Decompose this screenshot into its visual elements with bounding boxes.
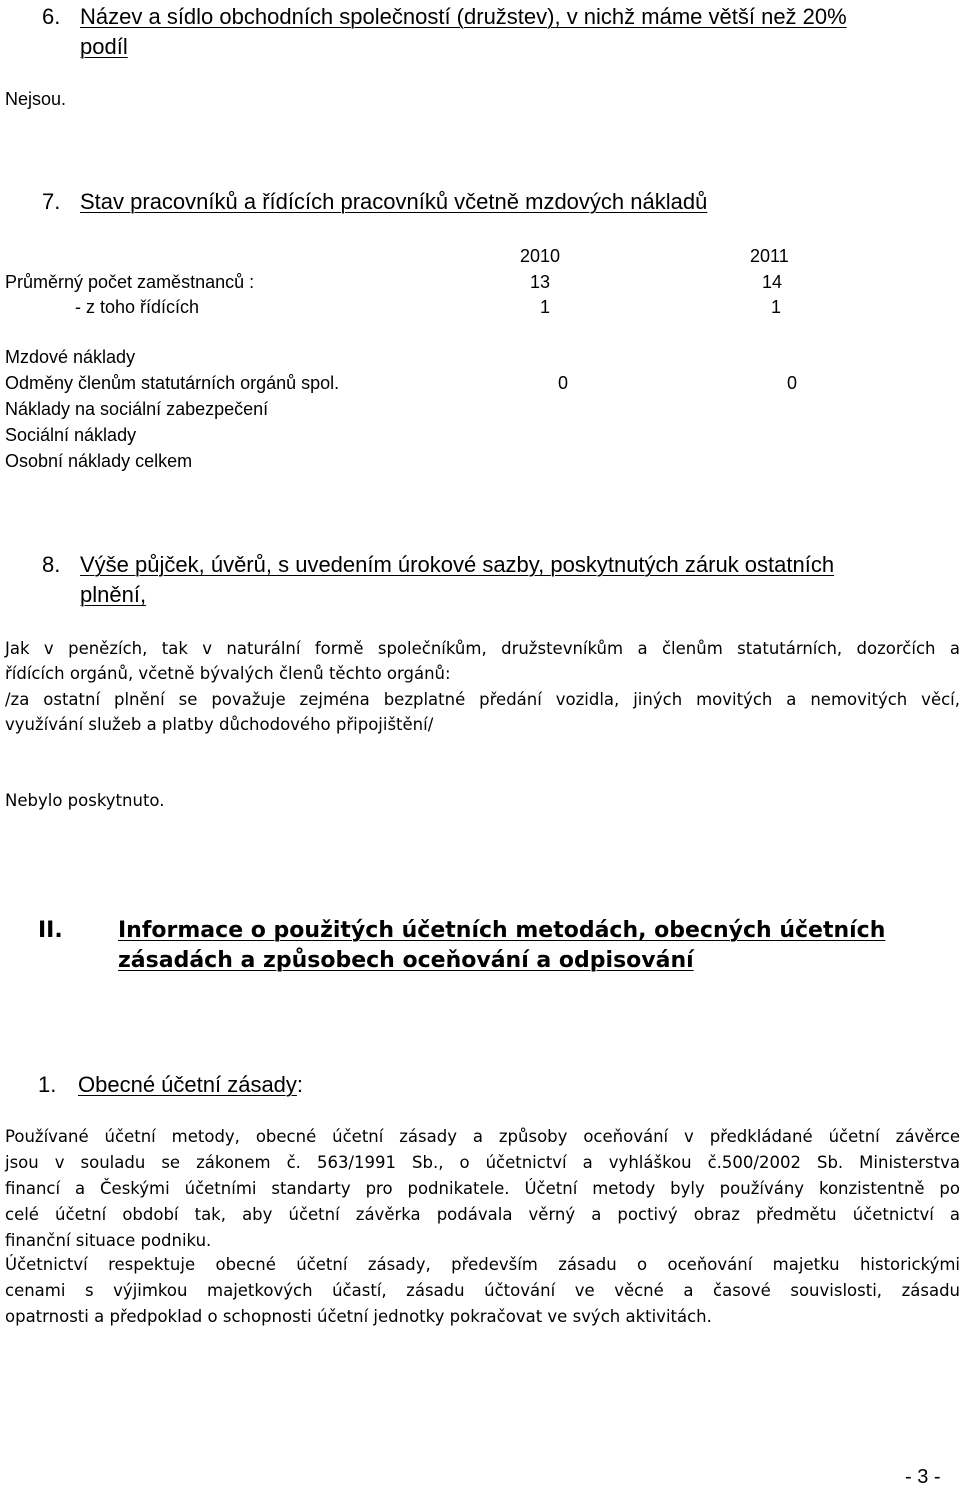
board-remuneration-2010: 0	[558, 373, 569, 393]
section-8-title-cont: plnění,	[80, 582, 147, 607]
social-security-label: Náklady na sociální zabezpečení	[5, 399, 269, 419]
section-6-answer: Nejsou.	[5, 89, 67, 109]
section-8-number: 8.	[42, 552, 61, 577]
section-8-text-line: Jak v penězích, tak v naturální formě společníkům, družstevníkům a členům statutárních, dozorčích a	[5, 639, 960, 658]
managers-label: - z toho řídících	[75, 297, 200, 317]
year-2010-header: 2010	[520, 246, 561, 266]
section-6-number: 6.	[42, 4, 61, 29]
year-2011-header: 2011	[750, 246, 789, 266]
chapter-2-number: II.	[38, 918, 63, 943]
para1-line: celé účetní období tak, aby účetní závěrka podávala věrný a poctivý obraz předmětu účetnictví a	[5, 1205, 960, 1224]
para2-line: cenami s výjimkou majetkových účastí, zásadu účtování ve věcné a časové souvislosti, zásadu	[5, 1281, 960, 1300]
chapter-2-title: Informace o použitých účetních metodách, obecných účetních	[118, 918, 886, 943]
section-6-title-cont: podíl	[80, 34, 128, 59]
employees-label: Průměrný počet zaměstnanců :	[5, 272, 255, 292]
subsection-1-number: 1.	[38, 1072, 57, 1097]
managers-2011: 1	[771, 297, 782, 317]
board-remuneration-label: Odměny členům statutárních orgánů spol.	[5, 373, 340, 393]
section-8-text-line: využívání služeb a platby důchodového připojištění/	[5, 715, 434, 734]
section-8-answer: Nebylo poskytnuto.	[5, 791, 165, 810]
section-8-text-line: řídících orgánů, včetně bývalých členů těchto orgánů:	[5, 664, 451, 683]
chapter-2-title-cont: zásadách a způsobech oceňování a odpisování	[118, 948, 694, 973]
para2-line: opatrnosti a předpoklad o schopnosti účetní jednotky pokračovat ve svých aktivitách.	[5, 1307, 712, 1326]
employees-2011: 14	[762, 272, 783, 292]
section-7-title: Stav pracovníků a řídících pracovníků včetně mzdových nákladů	[80, 189, 708, 214]
employees-2010: 13	[530, 272, 551, 292]
para1-line: finanční situace podniku.	[5, 1231, 212, 1250]
section-7-number: 7.	[42, 189, 61, 214]
board-remuneration-2011: 0	[787, 373, 798, 393]
subsection-1-colon: :	[296, 1072, 304, 1097]
managers-2010: 1	[540, 297, 551, 317]
subsection-1-title-text: Obecné účetní zásady	[78, 1072, 297, 1097]
section-8-title: Výše půjček, úvěrů, s uvedením úrokové sazby, poskytnutých záruk ostatních	[80, 552, 835, 577]
para1-line: financí a Českými účetními standarty pro podnikatele. Účetní metody byly používány konzistentně po	[5, 1179, 960, 1198]
page-number: - 3 -	[905, 1466, 941, 1488]
social-costs-label: Sociální náklady	[5, 425, 137, 445]
para2-line: Účetnictví respektuje obecné účetní zásady, především zásadu o oceňování majetku historickými	[5, 1255, 960, 1274]
personnel-costs-total-label: Osobní náklady celkem	[5, 451, 193, 471]
para1-line: jsou v souladu se zákonem č. 563/1991 Sb., o účetnictví a vyhláškou č.500/2002 Sb. Ministerstva	[5, 1153, 960, 1172]
para1-line: Používané účetní metody, obecné účetní zásady a způsoby oceňování v předkládané účetní závěrce	[5, 1127, 960, 1146]
section-8-text-line: /za ostatní plnění se považuje zejména bezplatné předání vozidla, jiných movitých a nemovitých věcí,	[5, 690, 960, 709]
subsection-1-title	[78, 1070, 303, 1100]
section-6-title: Název a sídlo obchodních společností (družstev), v nichž máme větší než 20%	[80, 4, 847, 29]
wage-costs-heading: Mzdové náklady	[5, 347, 136, 367]
